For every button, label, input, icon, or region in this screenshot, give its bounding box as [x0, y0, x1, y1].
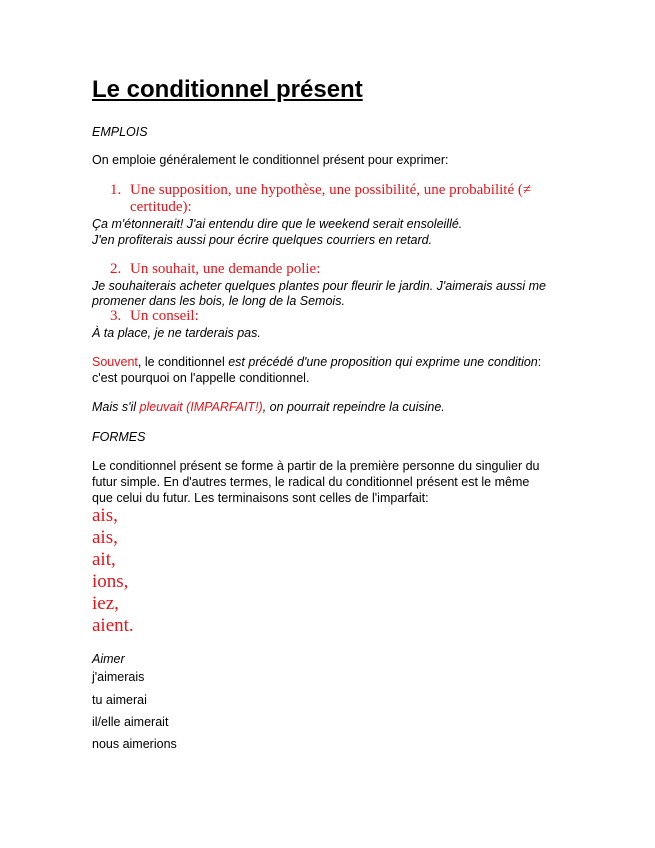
use-2-example-1: Je souhaiterais acheter quelques plantes pour fleurir le jardin. J'aimerais aussi me — [92, 279, 547, 293]
use-1-label-line2: certitude): — [130, 199, 192, 215]
condition-note — [92, 354, 541, 370]
use-3-label-text: Un conseil: — [130, 308, 199, 324]
use-1-label — [110, 182, 531, 216]
verb-name: Aimer — [92, 652, 125, 666]
note-part-1: , le conditionnel — [137, 355, 229, 369]
conjugation-4: nous aimerions — [92, 737, 177, 751]
use-1-example-2: J'en profiterais aussi pour écrire quelques courriers en retard. — [92, 233, 433, 247]
note-part-2: : — [537, 355, 542, 369]
use-2-number: 2. — [110, 261, 122, 277]
note-italic: est précédé d'une proposition qui exprime une condition — [228, 355, 538, 369]
ending-5: iez, — [92, 593, 119, 614]
formes-text-line2: futur simple. En d'autres termes, le radical du conditionnel présent est le même — [92, 475, 530, 489]
use-2-example-2: promener dans les bois, le long de la Semois. — [92, 294, 345, 308]
use-3-label — [110, 308, 199, 325]
ending-1: ais, — [92, 505, 118, 526]
conjugation-3: il/elle aimerait — [92, 715, 169, 729]
use-3-number: 3. — [110, 308, 122, 324]
page-title: Le conditionnel présent — [92, 76, 363, 103]
ending-2: ais, — [92, 527, 118, 548]
formes-heading: FORMES — [92, 430, 146, 444]
example-part-1: Mais s'il — [92, 400, 140, 414]
use-1-number: 1. — [110, 182, 122, 198]
formes-text-line3: que celui du futur. Les terminaisons sont celles de l'imparfait: — [92, 491, 429, 505]
use-3-example-1: À ta place, je ne tarderais pas. — [92, 326, 261, 340]
use-2-label — [110, 261, 320, 278]
conjugation-1: j'aimerais — [92, 670, 145, 684]
ending-6: aient. — [92, 615, 134, 636]
souvent-highlight: Souvent — [92, 355, 138, 369]
intro-text: On emploie généralement le conditionnel présent pour exprimer: — [92, 153, 449, 167]
ending-4: ions, — [92, 571, 129, 592]
condition-example — [92, 399, 445, 415]
example-part-2: , on pourrait repeindre la cuisine. — [262, 400, 445, 414]
use-1-label-line1: Une supposition, une hypothèse, une possibilité, une probabilité (≠ — [130, 182, 532, 198]
conjugation-2: tu aimerai — [92, 693, 147, 707]
use-1-example-1: Ça m'étonnerait! J'ai entendu dire que le weekend serait ensoleillé. — [92, 217, 463, 231]
condition-note-line2: c'est pourquoi on l'appelle conditionnel. — [92, 371, 310, 385]
ending-3: ait, — [92, 549, 116, 570]
use-2-label-text: Un souhait, une demande polie: — [130, 261, 321, 277]
formes-text-line1: Le conditionnel présent se forme à partir de la première personne du singulier du — [92, 459, 540, 473]
imparfait-highlight: pleuvait (IMPARFAIT!) — [139, 400, 263, 414]
emplois-heading: EMPLOIS — [92, 125, 148, 139]
